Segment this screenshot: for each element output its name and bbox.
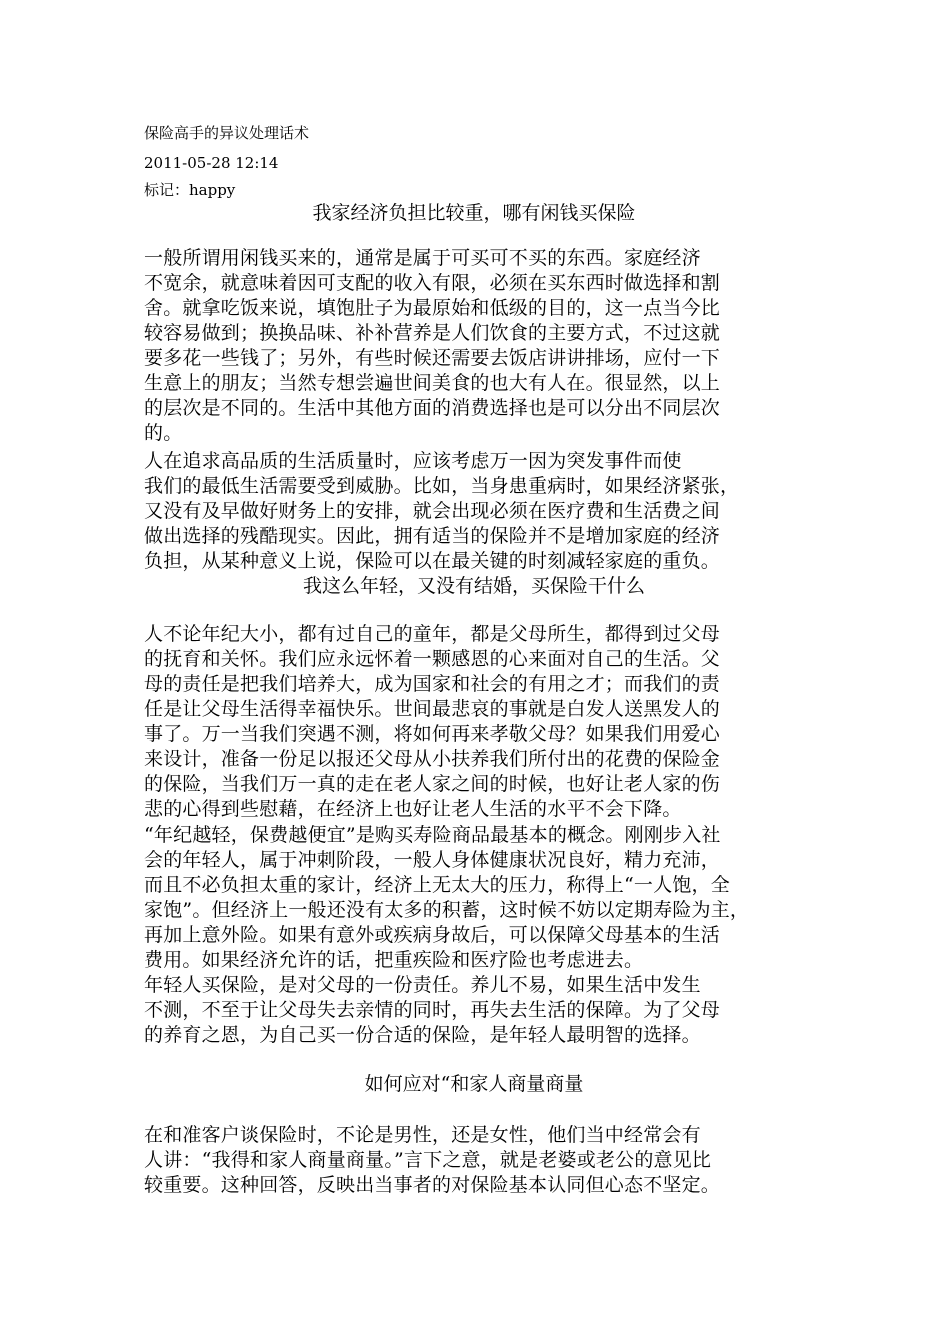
text-line: 人讲：“我得和家人商量商量。”言下之意，就是老婆或老公的意见比 <box>144 1149 712 1171</box>
text-line: 人不论年纪大小，都有过自己的童年，都是父母所生，都得到过父母 <box>144 623 721 645</box>
text-line: 做出选择的残酷现实。因此，拥有适当的保险并不是增加家庭的经济 <box>144 525 721 547</box>
text-line: 任是让父母生活得幸福快乐。世间最悲哀的事就是白发人送黑发人的 <box>144 698 721 720</box>
text-line: 事了。万一当我们突遇不测，将如何再来孝敬父母？如果我们用爱心 <box>144 723 721 745</box>
text-line: 人在追求高品质的生活质量时，应该考虑万一因为突发事件而使 <box>144 450 682 472</box>
text-line: 的保险，当我们万一真的走在老人家之间的时候，也好让老人家的伤 <box>144 773 721 795</box>
text-line: 要多花一些钱了；另外，有些时候还需要去饭店讲讲排场，应付一下 <box>144 347 721 369</box>
text-line: 的养育之恩，为自己买一份合适的保险，是年轻人最明智的选择。 <box>144 1024 701 1046</box>
text-line: 较容易做到；换换品味、补补营养是人们饮食的主要方式，不过这就 <box>144 322 721 344</box>
text-line: 悲的心得到些慰藉，在经济上也好让老人生活的水平不会下降。 <box>144 798 682 820</box>
text-line: 不宽余，就意味着因可支配的收入有限，必须在买东西时做选择和割 <box>144 272 721 294</box>
section-heading-3: 如何应对“和家人商量商量 <box>364 1073 584 1095</box>
section-heading-2: 我这么年轻，又没有结婚，买保险干什么 <box>302 575 645 597</box>
text-line: 生意上的朋友；当然专想尝遍世间美食的也大有人在。很显然，以上 <box>144 372 721 394</box>
text-line: 不测，不至于让父母失去亲情的同时，再失去生活的保障。为了父母 <box>144 999 721 1021</box>
text-line: 一般所谓用闲钱买来的，通常是属于可买可不买的东西。家庭经济 <box>144 247 701 269</box>
text-line: 家饱”。但经济上一般还没有太多的积蓄，这时候不妨以定期寿险为主， <box>144 899 750 921</box>
text-line: “年纪越轻，保费越便宜”是购买寿险商品最基本的概念。刚刚步入社 <box>144 824 721 846</box>
document-title: 保险高手的异议处理话术 <box>144 124 310 142</box>
text-line: 的层次是不同的。生活中其他方面的消费选择也是可以分出不同层次 <box>144 397 721 419</box>
text-line: 又没有及早做好财务上的安排，就会出现必须在医疗费和生活费之间 <box>144 500 721 522</box>
text-line: 年轻人买保险，是对父母的一份责任。养儿不易，如果生活中发生 <box>144 974 701 996</box>
document-tag: 标记：happy <box>144 181 236 199</box>
text-line: 会的年轻人，属于冲刺阶段，一般人身体健康状况良好，精力充沛， <box>144 849 721 871</box>
text-line: 舍。就拿吃饭来说，填饱肚子为最原始和低级的目的，这一点当今比 <box>144 297 721 319</box>
section-heading-1: 我家经济负担比较重，哪有闲钱买保险 <box>312 202 636 224</box>
text-line: 的抚育和关怀。我们应永远怀着一颗感恩的心来面对自己的生活。父 <box>144 648 721 670</box>
text-line: 来设计，准备一份足以报还父母从小扶养我们所付出的花费的保险金 <box>144 748 721 770</box>
text-line: 费用。如果经济允许的话，把重疾险和医疗险也考虑进去。 <box>144 949 644 971</box>
text-line: 较重要。这种回答，反映出当事者的对保险基本认同但心态不坚定。 <box>144 1174 721 1196</box>
text-line: 的。 <box>144 422 183 444</box>
text-line: 再加上意外险。如果有意外或疾病身故后，可以保障父母基本的生活 <box>144 924 721 946</box>
text-line: 负担，从某种意义上说，保险可以在最关键的时刻减轻家庭的重负。 <box>144 550 721 572</box>
text-line: 我们的最低生活需要受到威胁。比如，当身患重病时，如果经济紧张， <box>144 475 740 497</box>
document-datetime: 2011-05-28 12:14 <box>144 154 279 172</box>
text-line: 而且不必负担太重的家计，经济上无太大的压力，称得上“一人饱，全 <box>144 874 730 896</box>
text-line: 在和准客户谈保险时，不论是男性，还是女性，他们当中经常会有 <box>144 1124 701 1146</box>
text-line: 母的责任是把我们培养大，成为国家和社会的有用之才；而我们的责 <box>144 673 721 695</box>
